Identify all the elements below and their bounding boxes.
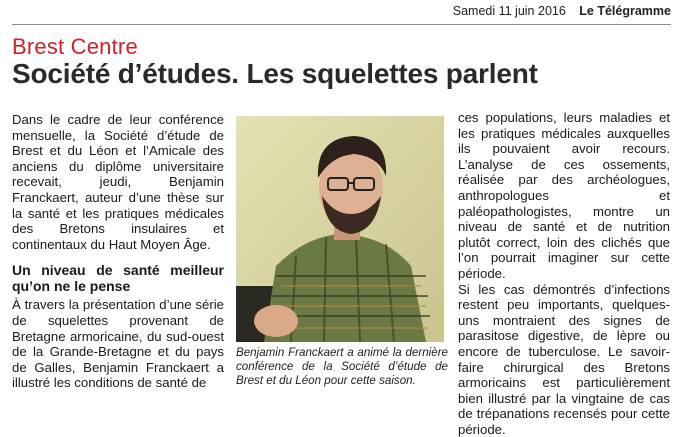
masthead [12,4,671,25]
masthead-paper-name: Le Télégramme [579,4,671,18]
article-intro: Dans le cadre de leur conférence mensuelle, la Société d’étude de Brest et du Léon et l’Amicale des anciens du diplôme universitaire recevait, jeudi, Benjamin Franckaert, auteur d’une thèse sur la santé et les pratiques médicales des Bretons insulaires et continentaux du Haut Moyen Âge. [12,112,224,252]
photo-illustration [236,116,444,342]
section-title: Brest Centre [12,34,138,59]
article-body-2: ces populations, leurs maladies et les pratiques médicales auxquelles ils pouvaient avoir recours. L’analyse de ces ossements, réalisée par des archéologues, anthropologues et paléopathologistes, montre un niveau de santé et de nutrition plutôt correct, loin des clichés que l’on pourrait imaginer sur cette période. [458,110,670,281]
article-headline: Société d’études. Les squelettes parlent [12,58,538,89]
masthead-date: Samedi 11 juin 2016 [452,4,566,18]
article-subhead: Un niveau de santé meilleur qu’on ne le pense [12,262,224,295]
article-column-3 [458,110,670,437]
article-body-1: À travers la présentation d’une série de squelettes provenant de Bretagne armoricaine, du sud-ouest de la Grande-Bretagne et du pays de Galles, Benjamin Franckaert a illustré les conditions de santé de [12,297,224,391]
article-column-1 [12,112,224,391]
photo-caption: Benjamin Franckaert a animé la dernière conférence de la Société d’étude de Brest et du Léon pour cette saison. [236,346,448,388]
article-body-3: Si les cas démontrés d’infections restent peu importants, quelques-uns montraient des signes de parasitose digestive, de lèpre ou encore de tuberculose. Le savoir-faire chirurgical des Bretons armoricains est particulièrement bien illustré par la vingtaine de cas de trépanations recensés pour cette période. [458,281,670,437]
article-photo [236,116,444,342]
